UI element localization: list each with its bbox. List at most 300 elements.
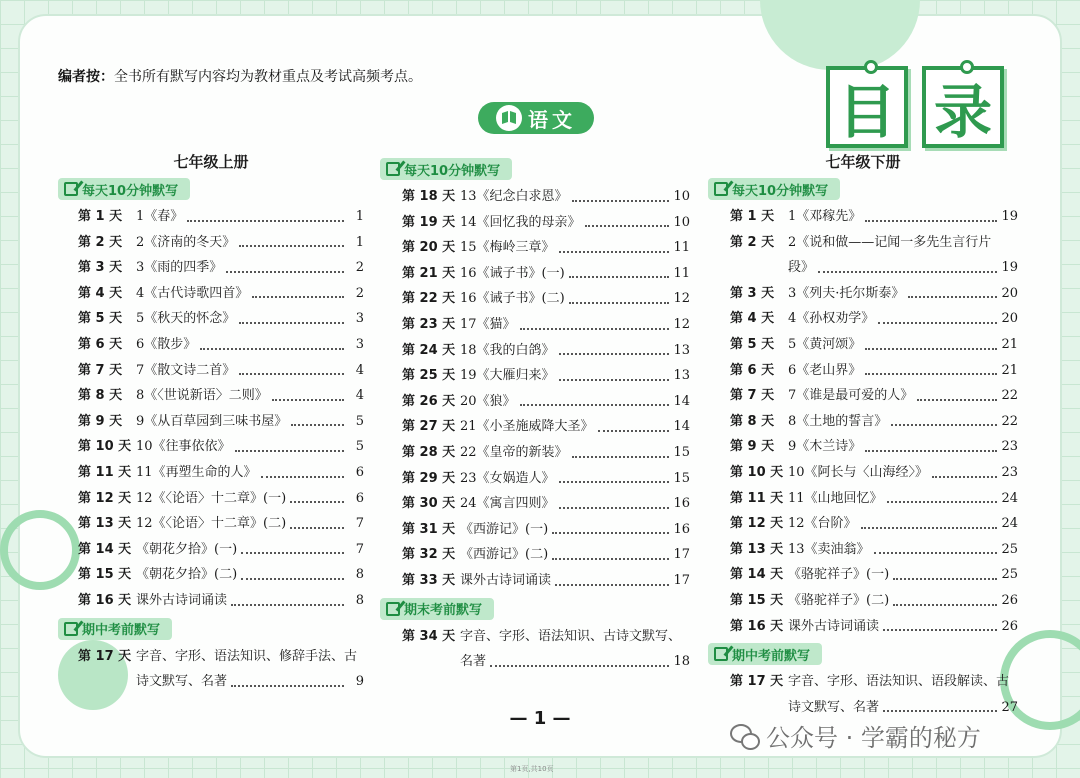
watermark — [730, 718, 981, 753]
entry-body — [136, 204, 364, 230]
entry-body — [788, 383, 1018, 409]
page-ref: 27 — [1001, 699, 1018, 715]
entry-body — [460, 338, 690, 364]
page-ref: 19 — [1001, 260, 1018, 276]
entry-body — [788, 332, 1018, 358]
page-ref: 4 — [355, 388, 364, 404]
day-label: 第 11 天 — [78, 464, 132, 480]
leader-dots — [559, 353, 670, 355]
day-label: 第 16 天 — [730, 618, 784, 634]
leader-dots — [883, 629, 997, 631]
day-label: 第 5 天 — [730, 336, 775, 352]
day-label: 第 10 天 — [78, 439, 132, 455]
title-char-box — [826, 66, 908, 148]
section-header: 每天10分钟默写 — [708, 178, 840, 200]
leader-dots — [520, 328, 670, 330]
day-label: 第 6 天 — [730, 362, 775, 378]
page-ref: 23 — [1001, 439, 1018, 455]
entry-title: 21《小圣施威降大圣》 — [460, 419, 594, 435]
entry-title: 20《狼》 — [460, 393, 516, 409]
page-ref: 2 — [355, 285, 364, 301]
page-ref: 15 — [673, 444, 690, 460]
day-label: 第 4 天 — [78, 285, 123, 301]
leader-dots — [874, 552, 998, 554]
section-header: 期末考前默写 — [380, 598, 494, 620]
day-label: 第 15 天 — [730, 592, 784, 608]
page-ref: 24 — [1001, 516, 1018, 532]
entry-body — [460, 491, 690, 517]
day-label: 第 18 天 — [402, 189, 456, 204]
pen-icon — [386, 162, 400, 176]
entry-title: 《骆驼祥子》(二) — [788, 592, 890, 608]
entry-body — [788, 204, 1018, 230]
day-label: 第 30 天 — [402, 496, 456, 512]
day-label: 第 2 天 — [78, 234, 123, 250]
entry-body — [788, 614, 1018, 640]
leader-dots — [883, 710, 997, 712]
leader-dots — [520, 404, 670, 406]
title-char-box — [922, 66, 1004, 148]
entry-body — [460, 440, 690, 466]
subject-badge — [478, 102, 594, 134]
toc-entry[interactable] — [78, 409, 364, 435]
day-label: 第 6 天 — [78, 336, 123, 352]
entry-body — [788, 434, 1018, 460]
leader-dots — [239, 373, 344, 375]
leader-dots — [572, 456, 670, 458]
leader-dots — [865, 220, 997, 222]
leader-dots — [878, 322, 997, 324]
toc-entry[interactable] — [78, 460, 364, 486]
entry-body — [136, 562, 364, 588]
day-label: 第 27 天 — [402, 419, 456, 435]
toc-entry[interactable] — [402, 184, 690, 210]
leader-dots — [559, 481, 670, 483]
day-label: 第 1 天 — [730, 209, 775, 224]
day-label: 第 2 天 — [730, 234, 775, 250]
leader-dots — [290, 501, 344, 503]
entry-title: 14《回忆我的母亲》 — [460, 214, 581, 230]
entry-body — [460, 389, 690, 415]
toc-entry[interactable] — [730, 306, 1018, 332]
toc-entry[interactable] — [78, 230, 364, 256]
entry-body — [788, 511, 1018, 537]
day-label: 第 24 天 — [402, 342, 456, 358]
toc-entry[interactable] — [730, 614, 1018, 640]
leader-dots — [552, 558, 669, 560]
entry-title: 《朝花夕拾》(二) — [136, 567, 238, 583]
leader-dots — [241, 578, 344, 580]
entry-title: 6《散步》 — [136, 336, 197, 352]
entry-title: 《西游记》(二) — [460, 547, 549, 563]
leader-dots — [552, 532, 669, 534]
page-ref: 17 — [673, 547, 690, 563]
leader-dots — [887, 501, 998, 503]
toc-entry[interactable] — [730, 511, 1018, 537]
toc-entry[interactable] — [730, 434, 1018, 460]
toc-entry[interactable] — [402, 338, 690, 364]
toc-entry[interactable] — [402, 210, 690, 236]
page-ref: 7 — [355, 516, 364, 532]
day-label: 第 14 天 — [730, 567, 784, 583]
day-label: 第 16 天 — [78, 592, 132, 608]
entry-title: 16《诫子书》(一) — [460, 265, 565, 281]
day-label: 第 7 天 — [78, 362, 123, 378]
book-icon — [496, 105, 522, 131]
entry-title: 18《我的白鸽》 — [460, 342, 555, 358]
entry-title: 4《孙权劝学》 — [788, 311, 875, 327]
toc-entry[interactable] — [402, 542, 690, 568]
day-label: 第 23 天 — [402, 316, 456, 332]
day-label: 第 33 天 — [402, 572, 456, 588]
day-label: 第 13 天 — [78, 516, 132, 532]
entry-body — [136, 460, 364, 486]
entry-title-line2: 段》 — [788, 260, 815, 276]
leader-dots — [891, 424, 997, 426]
page-ref: 2 — [355, 260, 364, 276]
entry-body — [136, 230, 364, 256]
day-label: 第 17 天 — [730, 674, 784, 690]
leader-dots — [559, 251, 670, 253]
entry-body — [788, 460, 1018, 486]
entry-body — [460, 312, 690, 338]
entry-title: 4《古代诗歌四首》 — [136, 285, 249, 301]
leader-dots — [239, 322, 344, 324]
toc-entry[interactable] — [78, 281, 364, 307]
entry-body — [460, 210, 690, 236]
page-ref: 25 — [1001, 541, 1018, 557]
entry-body — [136, 511, 364, 537]
toc-entry[interactable] — [78, 588, 364, 614]
toc-entry[interactable] — [402, 363, 690, 389]
day-label: 第 5 天 — [78, 311, 123, 327]
toc-list — [58, 204, 364, 614]
entry-title: 10《阿长与〈山海经〉》 — [788, 464, 929, 480]
leader-dots — [241, 552, 344, 554]
toc-entry[interactable] — [402, 624, 690, 675]
entry-title: 13《纪念白求恩》 — [460, 189, 568, 204]
day-label: 第 32 天 — [402, 547, 456, 563]
entry-body — [460, 517, 690, 543]
toc-entry[interactable] — [730, 281, 1018, 307]
page-ref: 14 — [673, 393, 690, 409]
leader-dots — [239, 245, 344, 247]
toc-entry[interactable] — [78, 306, 364, 332]
entry-title-cont — [136, 669, 364, 695]
entry-body — [136, 383, 364, 409]
entry-body — [136, 588, 364, 614]
entry-body — [788, 306, 1018, 332]
day-label: 第 21 天 — [402, 265, 456, 281]
toc-entry[interactable] — [78, 204, 364, 230]
entry-title: 字音、字形、语法知识、修辞手法、古 — [136, 648, 358, 664]
page-ref: 8 — [355, 567, 364, 583]
page-ref: 12 — [673, 316, 690, 332]
entry-title: 5《黄河颂》 — [788, 336, 862, 352]
entry-body — [136, 306, 364, 332]
entry-title: 16《诫子书》(二) — [460, 291, 565, 307]
section-header: 每天10分钟默写 — [58, 178, 190, 200]
page-ref: 25 — [1001, 567, 1018, 583]
page-ref: 22 — [1001, 413, 1018, 429]
toc-entry[interactable] — [402, 517, 690, 543]
entry-title: 《骆驼祥子》(一) — [788, 567, 890, 583]
pen-icon — [386, 602, 400, 616]
entry-body — [788, 486, 1018, 512]
page-ref: 3 — [355, 311, 364, 327]
entry-body — [460, 235, 690, 261]
day-label: 第 1 天 — [78, 209, 123, 224]
page-ref: 10 — [673, 189, 690, 204]
entry-title: 8《〈世说新语〉二则》 — [136, 388, 268, 404]
entry-body — [460, 363, 690, 389]
page-ref: 17 — [673, 572, 690, 588]
toc-entry[interactable] — [402, 312, 690, 338]
entry-title: 23《女娲造人》 — [460, 470, 555, 486]
entry-title-cont — [788, 695, 1018, 721]
toc-entry[interactable] — [402, 235, 690, 261]
entry-body — [136, 332, 364, 358]
leader-dots — [231, 685, 344, 687]
page-ref: 23 — [1001, 464, 1018, 480]
toc-entry[interactable] — [730, 537, 1018, 563]
section-header: 期中考前默写 — [708, 643, 822, 665]
leader-dots — [861, 527, 998, 529]
toc-entry[interactable] — [730, 409, 1018, 435]
entry-title: 7《谁是最可爱的人》 — [788, 388, 914, 404]
entry-title: 22《皇帝的新装》 — [460, 444, 568, 460]
editor-note — [58, 66, 422, 86]
entry-body — [460, 624, 690, 675]
page-ref: 21 — [1001, 362, 1018, 378]
entry-title: 《西游记》(一) — [460, 521, 549, 537]
leader-dots — [893, 604, 997, 606]
toc-entry[interactable] — [730, 204, 1018, 230]
day-label: 第 22 天 — [402, 291, 456, 307]
day-label: 第 3 天 — [78, 260, 123, 276]
entry-body — [460, 286, 690, 312]
page-ref: 22 — [1001, 388, 1018, 404]
toc-entry[interactable] — [78, 434, 364, 460]
leader-dots — [559, 507, 670, 509]
page-ref: 13 — [673, 368, 690, 384]
toc-entry[interactable] — [78, 511, 364, 537]
editor-note-text: 全书所有默写内容均为教材重点及考试高频考点。 — [114, 69, 422, 85]
toc-entry[interactable] — [402, 286, 690, 312]
toc-list — [708, 204, 1018, 639]
page-ref: 10 — [673, 214, 690, 230]
page-ref: 11 — [673, 240, 690, 256]
page-ref: 20 — [1001, 311, 1018, 327]
pin-icon — [864, 60, 878, 74]
leader-dots — [231, 604, 344, 606]
toc-entry[interactable] — [730, 332, 1018, 358]
day-label: 第 7 天 — [730, 388, 775, 404]
column-title: 七年级下册 — [825, 153, 901, 171]
toc-entry[interactable] — [730, 669, 1018, 720]
leader-dots — [932, 476, 997, 478]
leader-dots — [200, 348, 344, 350]
day-label: 第 9 天 — [78, 413, 123, 429]
title-char: 录 — [933, 78, 992, 146]
toc-entry[interactable] — [78, 562, 364, 588]
day-label: 第 3 天 — [730, 285, 775, 301]
day-label: 第 17 天 — [78, 648, 132, 664]
page-ref: 18 — [673, 654, 690, 670]
entry-title: 24《寓言四则》 — [460, 496, 555, 512]
toc-entry[interactable] — [730, 588, 1018, 614]
entry-title: 12《〈论语〉十二章》(一) — [136, 490, 287, 506]
column-title: 七年级上册 — [173, 153, 249, 171]
toc-entry[interactable] — [402, 466, 690, 492]
leader-dots — [290, 527, 344, 529]
day-label: 第 4 天 — [730, 311, 775, 327]
leader-dots — [865, 348, 997, 350]
toc-list — [708, 669, 1018, 720]
leader-dots — [187, 220, 344, 222]
section-header: 每天10分钟默写 — [380, 158, 512, 180]
toc-entry[interactable] — [730, 486, 1018, 512]
leader-dots — [598, 430, 670, 432]
pen-icon — [64, 622, 78, 636]
day-label: 第 28 天 — [402, 444, 456, 460]
day-label: 第 13 天 — [730, 541, 784, 557]
leader-dots — [252, 296, 344, 298]
toc-list — [380, 624, 690, 675]
toc-entry[interactable] — [78, 332, 364, 358]
page-ref: 3 — [355, 336, 364, 352]
entry-title: 10《往事依依》 — [136, 439, 231, 455]
entry-body — [788, 281, 1018, 307]
leader-dots — [291, 424, 344, 426]
entry-body — [136, 281, 364, 307]
section-header: 期中考前默写 — [58, 618, 172, 640]
toc-entry[interactable] — [402, 414, 690, 440]
entry-title: 12《〈论语〉十二章》(二) — [136, 516, 287, 532]
page-ref: 13 — [673, 342, 690, 358]
entry-title: 2《说和做——记闻一多先生言行片 — [788, 234, 992, 250]
page-ref: 6 — [355, 464, 364, 480]
page-ref: 21 — [1001, 336, 1018, 352]
day-label: 第 12 天 — [730, 516, 784, 532]
toc-entry[interactable] — [402, 440, 690, 466]
toc-entry[interactable] — [730, 460, 1018, 486]
toc-column-grade7-vol1-cont — [380, 154, 690, 675]
entry-title: 9《从百草园到三味书屋》 — [136, 413, 288, 429]
entry-title: 字音、字形、语法知识、古诗文默写、 — [460, 628, 682, 644]
entry-title: 《朝花夕拾》(一) — [136, 541, 238, 557]
editor-note-label: 编者按： — [58, 69, 114, 85]
toc-entry[interactable] — [78, 537, 364, 563]
day-label: 第 8 天 — [730, 413, 775, 429]
entry-title: 1《春》 — [136, 209, 184, 224]
page-ref: 1 — [355, 209, 364, 224]
page-ref: 4 — [355, 362, 364, 378]
toc-entry[interactable] — [730, 562, 1018, 588]
leader-dots — [261, 476, 344, 478]
entry-title: 课外古诗词诵读 — [136, 592, 228, 608]
day-label: 第 26 天 — [402, 393, 456, 409]
toc-entry[interactable] — [78, 644, 364, 695]
page-number: — 1 — — [509, 708, 571, 729]
page-ref: 19 — [1001, 209, 1018, 224]
toc-entry[interactable] — [78, 486, 364, 512]
toc-entry[interactable] — [730, 230, 1018, 281]
entry-title: 9《木兰诗》 — [788, 439, 862, 455]
toc-entry[interactable] — [78, 255, 364, 281]
title-char: 目 — [837, 78, 896, 146]
pin-icon — [960, 60, 974, 74]
entry-title: 17《猫》 — [460, 316, 516, 332]
toc-column-grade7-vol1 — [58, 150, 364, 695]
page-ref: 24 — [1001, 490, 1018, 506]
toc-entry[interactable] — [730, 383, 1018, 409]
entry-title-cont — [460, 649, 690, 675]
leader-dots — [490, 665, 669, 667]
toc-entry[interactable] — [730, 358, 1018, 384]
toc-entry[interactable] — [402, 261, 690, 287]
toc-entry[interactable] — [402, 389, 690, 415]
leader-dots — [908, 296, 997, 298]
leader-dots — [818, 271, 997, 273]
day-label: 第 8 天 — [78, 388, 123, 404]
entry-body — [788, 588, 1018, 614]
leader-dots — [272, 399, 344, 401]
day-label: 第 10 天 — [730, 464, 784, 480]
entry-title-line2: 诗文默写、名著 — [788, 699, 880, 715]
leader-dots — [559, 379, 670, 381]
toc-entry[interactable] — [402, 491, 690, 517]
leader-dots — [585, 225, 670, 227]
leader-dots — [865, 450, 997, 452]
entry-title: 字音、字形、语法知识、语段解读、古 — [788, 674, 1010, 690]
entry-body — [460, 261, 690, 287]
entry-title: 1《邓稼先》 — [788, 209, 862, 224]
entry-body — [460, 542, 690, 568]
day-label: 第 31 天 — [402, 521, 456, 537]
toc-entry[interactable] — [78, 358, 364, 384]
day-label: 第 11 天 — [730, 490, 784, 506]
toc-list — [58, 644, 364, 695]
page-ref: 1 — [355, 234, 364, 250]
leader-dots — [865, 373, 997, 375]
entry-title-line2: 诗文默写、名著 — [136, 674, 228, 690]
entry-body — [788, 409, 1018, 435]
entry-body — [136, 644, 364, 695]
entry-body — [460, 414, 690, 440]
day-label: 第 9 天 — [730, 439, 775, 455]
day-label: 第 14 天 — [78, 541, 132, 557]
entry-title: 12《台阶》 — [788, 516, 857, 532]
page-ref: 16 — [673, 521, 690, 537]
toc-entry[interactable] — [78, 383, 364, 409]
entry-title: 11《再塑生命的人》 — [136, 464, 257, 480]
page-ref: 11 — [673, 265, 690, 281]
toc-entry[interactable] — [402, 568, 690, 594]
page-ref: 7 — [355, 541, 364, 557]
entry-body — [136, 434, 364, 460]
page-ref: 14 — [673, 419, 690, 435]
footer-page-count: 第1页,共10页 — [510, 765, 554, 773]
entry-body — [136, 486, 364, 512]
page-ref: 8 — [355, 592, 364, 608]
day-label: 第 15 天 — [78, 567, 132, 583]
page-ref: 12 — [673, 291, 690, 307]
entry-body — [788, 562, 1018, 588]
page-ref: 9 — [355, 674, 364, 690]
leader-dots — [235, 450, 344, 452]
day-label: 第 12 天 — [78, 490, 132, 506]
